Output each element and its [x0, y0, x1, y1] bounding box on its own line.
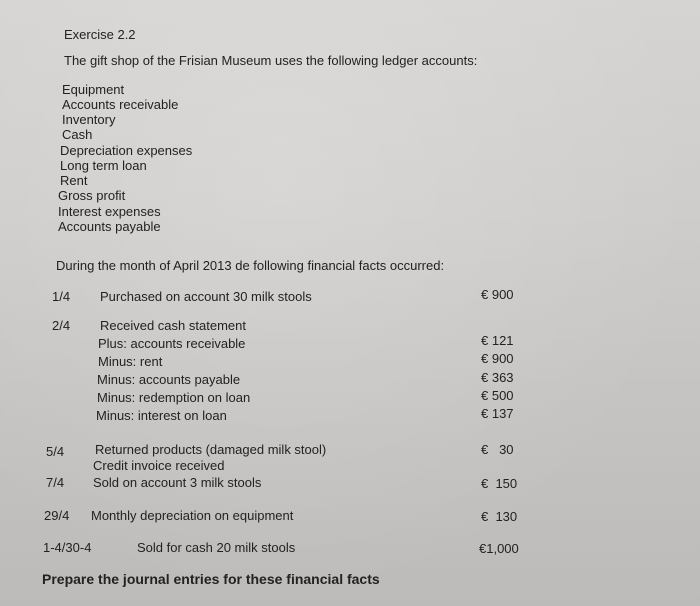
fact-description: Purchased on account 30 milk stools [100, 289, 312, 304]
exercise-title: Exercise 2.2 [64, 27, 136, 42]
cash-line-amount: € 363 [481, 370, 514, 385]
account-item: Gross profit [58, 188, 126, 203]
fact-amount: € 30 [481, 442, 514, 457]
account-item: Equipment [62, 82, 125, 97]
fact-amount: € 900 [481, 287, 514, 302]
fact-date: 5/4 [46, 444, 65, 459]
fact-date: 7/4 [46, 475, 65, 490]
instruction-text: Prepare the journal entries for these financial facts [42, 571, 380, 587]
cash-line-desc: Minus: rent [98, 354, 163, 369]
facts-intro: During the month of April 2013 de following financial facts occurred: [56, 258, 445, 273]
fact-date: 29/4 [44, 508, 70, 523]
fact-description: Sold on account 3 milk stools [93, 475, 262, 490]
fact-description: Received cash statement [100, 318, 246, 333]
cash-line-amount: € 121 [481, 333, 514, 348]
account-item: Inventory [62, 112, 116, 127]
fact-description-line2: Credit invoice received [93, 458, 225, 473]
account-item: Accounts receivable [62, 97, 179, 112]
account-item: Rent [60, 173, 88, 188]
account-item: Accounts payable [58, 219, 161, 234]
fact-amount: € 150 [481, 476, 518, 491]
fact-amount: €1,000 [479, 541, 519, 556]
cash-line-desc: Minus: accounts payable [97, 372, 241, 387]
intro-text: The gift shop of the Frisian Museum uses the following ledger accounts: [64, 53, 478, 68]
cash-line-amount: € 900 [481, 351, 514, 366]
cash-line-desc: Minus: interest on loan [96, 408, 227, 423]
account-item: Depreciation expenses [60, 143, 193, 158]
fact-description: Returned products (damaged milk stool) [95, 442, 327, 457]
account-item: Long term loan [60, 158, 147, 173]
cash-line-amount: € 500 [481, 388, 514, 403]
fact-description: Monthly depreciation on equipment [91, 508, 294, 523]
fact-amount: € 130 [481, 509, 518, 524]
account-item: Cash [62, 127, 93, 142]
cash-line-amount: € 137 [481, 406, 514, 421]
cash-line-desc: Plus: accounts receivable [98, 336, 246, 351]
cash-line-desc: Minus: redemption on loan [97, 390, 251, 405]
fact-description: Sold for cash 20 milk stools [137, 540, 296, 555]
account-item: Interest expenses [58, 204, 161, 219]
fact-date: 1/4 [52, 289, 71, 304]
fact-date: 1-4/30-4 [43, 540, 92, 555]
fact-date: 2/4 [52, 318, 71, 333]
